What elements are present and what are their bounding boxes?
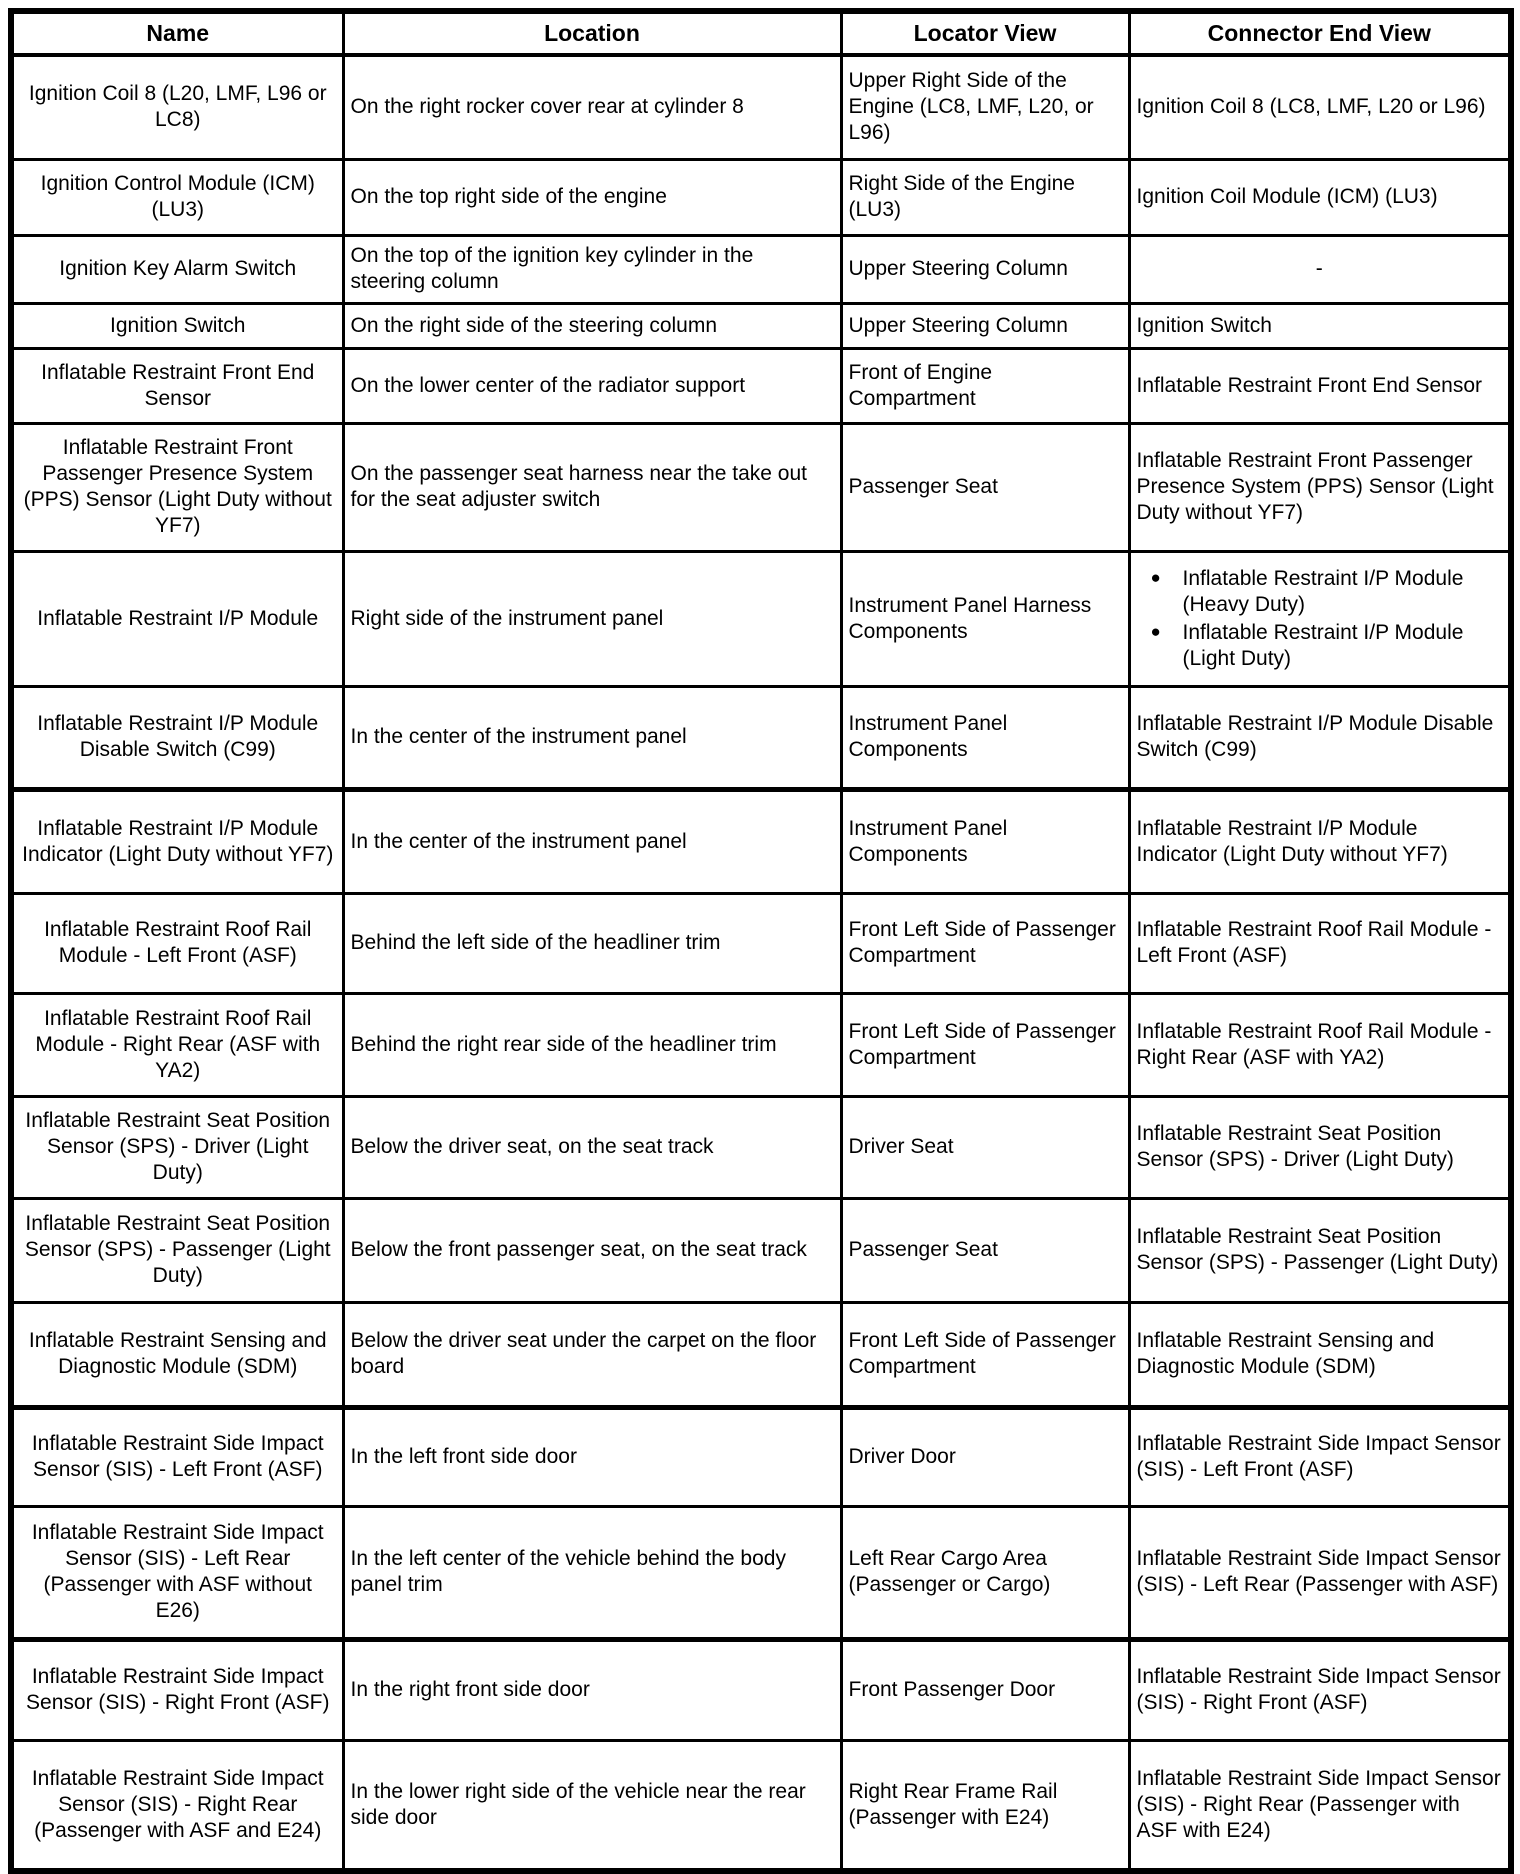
table-row (11, 893, 1511, 993)
location-cell: Below the driver seat, on the seat track (343, 1096, 841, 1198)
component-location-table (8, 8, 1514, 1874)
name-cell: Inflatable Restraint Front End Sensor (11, 348, 343, 423)
locator-view-cell: Instrument Panel Components (841, 686, 1129, 789)
locator-view-cell: Upper Right Side of the Engine (LC8, LMF, L20, or L96) (841, 55, 1129, 159)
table-row (11, 1302, 1511, 1407)
connector-end-view-cell: Inflatable Restraint I/P Module Indicator (Light Duty without YF7) (1129, 789, 1511, 893)
location-cell: In the lower right side of the vehicle near the rear side door (343, 1740, 841, 1871)
location-cell: On the top right side of the engine (343, 159, 841, 235)
locator-view-cell: Front Left Side of Passenger Compartment (841, 1302, 1129, 1407)
table-row (11, 348, 1511, 423)
list-item (1137, 620, 1503, 672)
name-cell: Inflatable Restraint Front Passenger Presence System (PPS) Sensor (Light Duty without YF7) (11, 423, 343, 551)
locator-view-cell: Instrument Panel Harness Components (841, 551, 1129, 686)
header-cell-name: Name (11, 11, 343, 55)
table-header-row (11, 11, 1511, 55)
locator-view-cell: Upper Steering Column (841, 303, 1129, 348)
location-cell: In the center of the instrument panel (343, 686, 841, 789)
name-cell: Ignition Control Module (ICM) (LU3) (11, 159, 343, 235)
name-cell: Ignition Key Alarm Switch (11, 235, 343, 303)
locator-view-cell: Upper Steering Column (841, 235, 1129, 303)
table-row (11, 789, 1511, 893)
locator-view-cell: Instrument Panel Components (841, 789, 1129, 893)
list-item-label: Inflatable Restraint I/P Module (Light Duty) (1182, 620, 1464, 670)
name-cell: Inflatable Restraint Seat Position Sensor (SPS) - Passenger (Light Duty) (11, 1198, 343, 1302)
table-row (11, 551, 1511, 686)
connector-end-view-cell: Inflatable Restraint Front Passenger Presence System (PPS) Sensor (Light Duty without YF7) (1129, 423, 1511, 551)
table-row (11, 1639, 1511, 1740)
header-cell-locator-view: Locator View (841, 11, 1129, 55)
name-cell: Inflatable Restraint Sensing and Diagnostic Module (SDM) (11, 1302, 343, 1407)
location-cell: In the right front side door (343, 1639, 841, 1740)
location-cell: In the left front side door (343, 1407, 841, 1506)
locator-view-cell: Front Left Side of Passenger Compartment (841, 993, 1129, 1096)
location-cell: Below the driver seat under the carpet on the floor board (343, 1302, 841, 1407)
name-cell: Inflatable Restraint Side Impact Sensor (SIS) - Right Rear (Passenger with ASF and E24) (11, 1740, 343, 1871)
name-cell: Ignition Switch (11, 303, 343, 348)
table-row (11, 55, 1511, 159)
location-cell: On the top of the ignition key cylinder in the steering column (343, 235, 841, 303)
connector-end-view-cell: - (1129, 235, 1511, 303)
connector-end-view-cell: Ignition Coil 8 (LC8, LMF, L20 or L96) (1129, 55, 1511, 159)
connector-end-view-cell: Inflatable Restraint Side Impact Sensor (SIS) - Left Rear (Passenger with ASF) (1129, 1506, 1511, 1639)
location-cell: On the right rocker cover rear at cylinder 8 (343, 55, 841, 159)
connector-end-view-cell: Inflatable Restraint I/P Module Disable Switch (C99) (1129, 686, 1511, 789)
locator-view-cell: Passenger Seat (841, 423, 1129, 551)
table-row (11, 1506, 1511, 1639)
table-row (11, 1198, 1511, 1302)
location-cell: In the left center of the vehicle behind the body panel trim (343, 1506, 841, 1639)
locator-view-cell: Driver Seat (841, 1096, 1129, 1198)
location-cell: Right side of the instrument panel (343, 551, 841, 686)
locator-view-cell: Right Rear Frame Rail (Passenger with E24) (841, 1740, 1129, 1871)
connector-end-view-cell: Ignition Coil Module (ICM) (LU3) (1129, 159, 1511, 235)
connector-end-view-cell: Inflatable Restraint Seat Position Sensor (SPS) - Driver (Light Duty) (1129, 1096, 1511, 1198)
location-cell: Below the front passenger seat, on the seat track (343, 1198, 841, 1302)
connector-end-view-cell (1129, 551, 1511, 686)
location-cell: Behind the left side of the headliner trim (343, 893, 841, 993)
table-row (11, 686, 1511, 789)
name-cell: Inflatable Restraint Side Impact Sensor (SIS) - Left Rear (Passenger with ASF without E26) (11, 1506, 343, 1639)
table-row (11, 1096, 1511, 1198)
connector-end-view-cell: Inflatable Restraint Seat Position Sensor (SPS) - Passenger (Light Duty) (1129, 1198, 1511, 1302)
header-cell-location: Location (343, 11, 841, 55)
name-cell: Ignition Coil 8 (L20, LMF, L96 or LC8) (11, 55, 343, 159)
location-cell: On the lower center of the radiator support (343, 348, 841, 423)
table-row (11, 159, 1511, 235)
locator-view-cell: Driver Door (841, 1407, 1129, 1506)
table-row (11, 303, 1511, 348)
bullet-icon: ● (1150, 567, 1161, 587)
table-row (11, 235, 1511, 303)
name-cell: Inflatable Restraint Roof Rail Module - Left Front (ASF) (11, 893, 343, 993)
locator-view-cell: Right Side of the Engine (LU3) (841, 159, 1129, 235)
connector-end-view-cell: Inflatable Restraint Sensing and Diagnostic Module (SDM) (1129, 1302, 1511, 1407)
header-cell-connector-end-view: Connector End View (1129, 11, 1511, 55)
table-row (11, 1740, 1511, 1871)
connector-end-view-cell: Inflatable Restraint Side Impact Sensor (SIS) - Left Front (ASF) (1129, 1407, 1511, 1506)
name-cell: Inflatable Restraint Roof Rail Module - Right Rear (ASF with YA2) (11, 993, 343, 1096)
location-cell: On the right side of the steering column (343, 303, 841, 348)
locator-view-cell: Passenger Seat (841, 1198, 1129, 1302)
name-cell: Inflatable Restraint Side Impact Sensor (SIS) - Right Front (ASF) (11, 1639, 343, 1740)
name-cell: Inflatable Restraint Side Impact Sensor (SIS) - Left Front (ASF) (11, 1407, 343, 1506)
connector-end-view-cell: Inflatable Restraint Front End Sensor (1129, 348, 1511, 423)
connector-end-view-cell: Inflatable Restraint Roof Rail Module - Right Rear (ASF with YA2) (1129, 993, 1511, 1096)
table-row (11, 1407, 1511, 1506)
list-item (1137, 566, 1503, 618)
name-cell: Inflatable Restraint I/P Module Indicator (Light Duty without YF7) (11, 789, 343, 893)
name-cell: Inflatable Restraint I/P Module (11, 551, 343, 686)
location-cell: On the passenger seat harness near the take out for the seat adjuster switch (343, 423, 841, 551)
location-cell: Behind the right rear side of the headliner trim (343, 993, 841, 1096)
name-cell: Inflatable Restraint I/P Module Disable Switch (C99) (11, 686, 343, 789)
locator-view-cell: Front Left Side of Passenger Compartment (841, 893, 1129, 993)
connector-end-view-cell: Inflatable Restraint Side Impact Sensor (SIS) - Right Front (ASF) (1129, 1639, 1511, 1740)
connector-end-view-cell: Inflatable Restraint Side Impact Sensor (SIS) - Right Rear (Passenger with ASF with E24) (1129, 1740, 1511, 1871)
connector-end-view-cell: Ignition Switch (1129, 303, 1511, 348)
bullet-icon: ● (1150, 621, 1161, 641)
name-cell: Inflatable Restraint Seat Position Sensor (SPS) - Driver (Light Duty) (11, 1096, 343, 1198)
locator-view-cell: Front of Engine Compartment (841, 348, 1129, 423)
table-row (11, 423, 1511, 551)
table-row (11, 993, 1511, 1096)
location-cell: In the center of the instrument panel (343, 789, 841, 893)
locator-view-cell: Left Rear Cargo Area (Passenger or Cargo) (841, 1506, 1129, 1639)
list-item-label: Inflatable Restraint I/P Module (Heavy Duty) (1182, 566, 1464, 616)
connector-end-view-cell: Inflatable Restraint Roof Rail Module - Left Front (ASF) (1129, 893, 1511, 993)
connector-end-view-list (1137, 566, 1503, 672)
locator-view-cell: Front Passenger Door (841, 1639, 1129, 1740)
